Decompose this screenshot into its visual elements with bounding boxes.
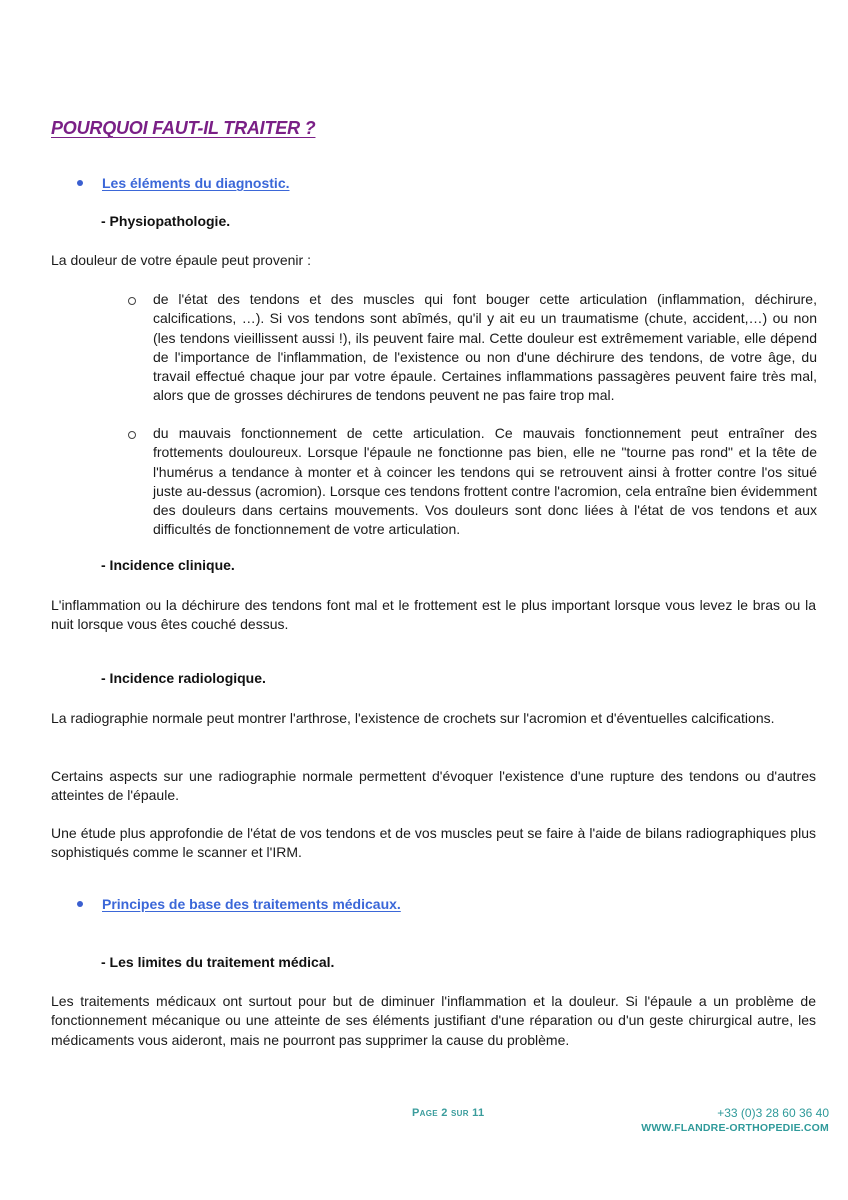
subheading-incidence-radiologique: - Incidence radiologique.: [101, 670, 266, 686]
paragraph: Les traitements médicaux ont surtout pour but de diminuer l'inflammation et la douleur. Si l'épaule a un problème de fonctionnement mécanique ou une atteinte de ses éléments justifiant d'une réparation ou d'un geste chirurgical autre, les médicaments vous aideront, mais ne pourront pas supprimer la cause du problème.: [51, 993, 816, 1048]
section-link-traitements[interactable]: Principes de base des traitements médicaux.: [102, 896, 401, 912]
page-title: POURQUOI FAUT-IL TRAITER ?: [51, 118, 316, 138]
page-number: Page 2 sur 11: [412, 1107, 485, 1119]
footer-phone: +33 (0)3 28 60 36 40: [717, 1106, 829, 1120]
footer-website-link[interactable]: WWW.FLANDRE-ORTHOPEDIE.COM: [641, 1122, 829, 1134]
circle-bullet-icon: [128, 431, 136, 439]
list-item: [128, 290, 818, 406]
paragraph: Une étude plus approfondie de l'état de vos tendons et de vos muscles peut se faire à l'aide de bilans radiographiques plus sophistiqués comme le scanner et l'IRM.: [51, 825, 816, 861]
bullet-icon: [77, 901, 83, 907]
section-link-diagnostic[interactable]: Les éléments du diagnostic.: [102, 175, 290, 191]
section-heading-diagnostic: [77, 175, 290, 191]
list-item-text: de l'état des tendons et des muscles qui font bouger cette articulation (inflammation, déchirure, calcifications, …). Si vos tendons sont abîmés, qu'il y ait eu un traumatisme (chute, accident,…) ou non (les tendons vieillissent aussi !), ils peuvent faire mal. Cette douleur est extrêmement variable, elle dépend de l'importance de l'inflammation, de l'existence ou non d'une déchirure des tendons, de votre âge, du travail effectué chaque jour par votre épaule. Certaines inflammations passagères peuvent faire très mal, alors que de grosses déchirures de tendons peuvent ne pas faire trop mal.: [153, 291, 817, 404]
list-item: [128, 424, 818, 540]
intro-paragraph: La douleur de votre épaule peut provenir :: [51, 252, 311, 268]
subheading-incidence-clinique: - Incidence clinique.: [101, 557, 235, 573]
circle-bullet-icon: [128, 297, 136, 305]
bullet-icon: [77, 180, 83, 186]
paragraph: L'inflammation ou la déchirure des tendons font mal et le frottement est le plus important lorsque vous levez le bras ou la nuit lorsque vous êtes couché dessus.: [51, 597, 816, 633]
subheading-physiopathologie: - Physiopathologie.: [101, 213, 231, 229]
list-item-text: du mauvais fonctionnement de cette articulation. Ce mauvais fonctionnement peut entraîner des frottements douloureux. Lorsque l'épaule ne fonctionne pas bien, elle ne "tourne pas rond" et la tête de l'humérus a tendance à monter et à coincer les tendons qui se retrouvent ainsi à frotter contre l'os situé juste au-dessus (acromion). Lorsque ces tendons frottent contre l'acromion, cela entraîne bien évidemment des douleurs dans certains mouvements. Vos douleurs sont donc liées à l'état de vos tendons et aux difficultés de fonctionnement de votre articulation.: [153, 425, 817, 538]
section-heading-traitements: [77, 896, 401, 912]
subheading-limites-traitement: - Les limites du traitement médical.: [101, 954, 335, 970]
paragraph: Certains aspects sur une radiographie normale permettent d'évoquer l'existence d'une rupture des tendons ou d'autres atteintes de l'épaule.: [51, 768, 816, 804]
paragraph: La radiographie normale peut montrer l'arthrose, l'existence de crochets sur l'acromion et d'éventuelles calcifications.: [51, 710, 775, 726]
